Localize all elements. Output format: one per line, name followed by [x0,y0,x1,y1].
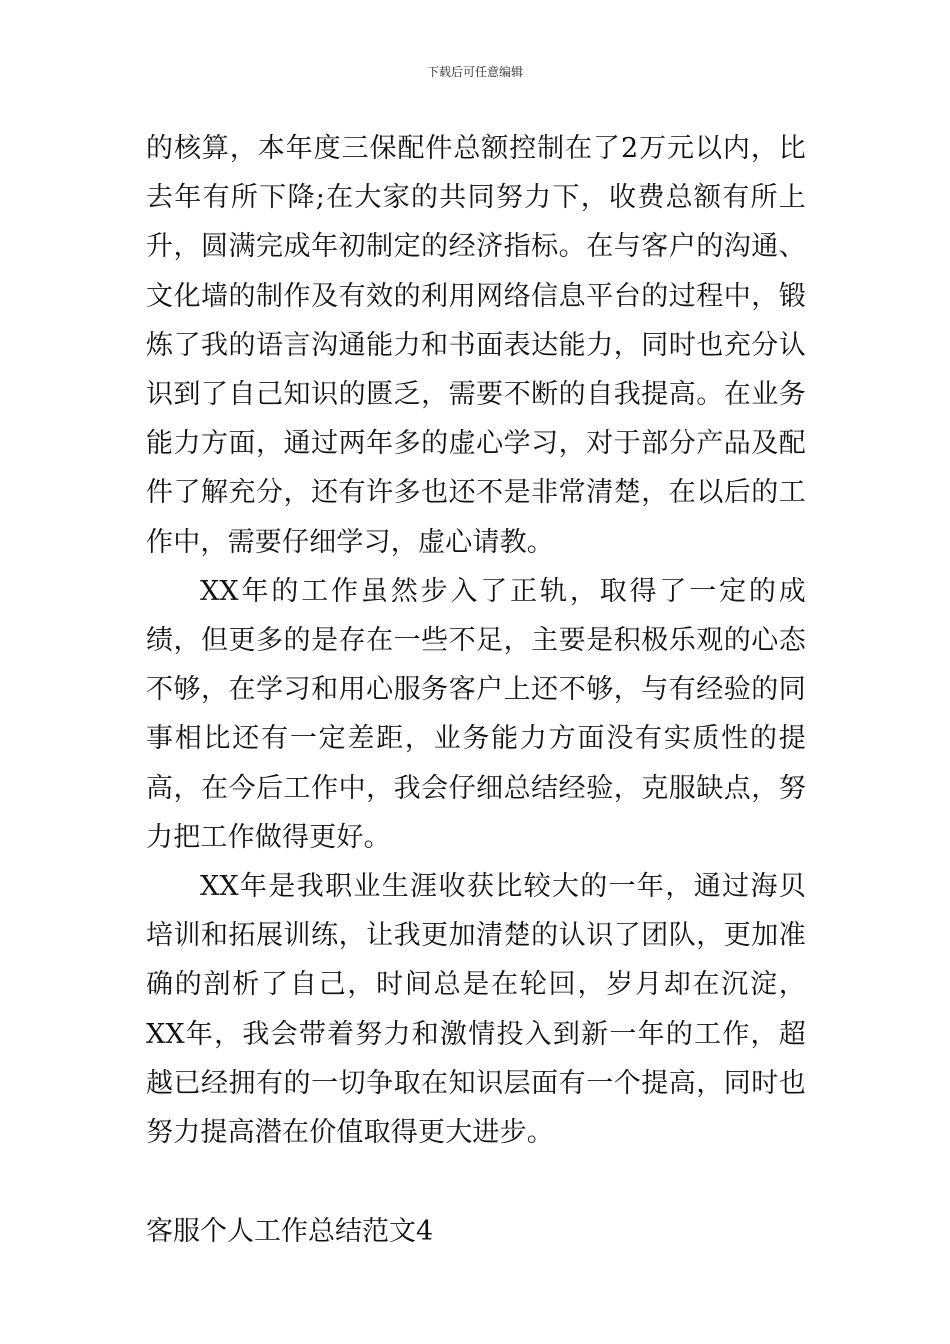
document-body [146,124,806,1256]
page-header-note: 下载后可任意编辑 [426,65,523,79]
paragraph-continuation: 的核算，本年度三保配件总额控制在了2万元以内，比去年有所下降;在大家的共同努力下，收费总额有所上升，圆满完成年初制定的经济指标。在与客户的沟通、文化墙的制作及有效的利用网络信息平台的过程中，锻炼了我的语言沟通能力和书面表达能力，同时也充分认识到了自己知识的匮乏，需要不断的自我提高。在业务能力方面，通过两年多的虚心学习，对于部分产品及配件了解充分，还有许多也还不是非常清楚，在以后的工作中，需要仔细学习，虚心请教。 [146,133,806,558]
paragraph-outlook: XX年是我职业生涯收获比较大的一年，通过海贝培训和拓展训练，让我更加清楚的认识了团队，更加准确的剖析了自己，时间总是在轮回，岁月却在沉淀，XX年，我会带着努力和激情投入到新一年的工作，超越已经拥有的一切争取在知识层面有一个提高，同时也努力提高潜在价值取得更大进步。 [146,871,806,1149]
paragraph-shortcomings: XX年的工作虽然步入了正轨，取得了一定的成绩，但更多的是存在一些不足，主要是积极乐观的心态不够，在学习和用心服务客户上还不够，与有经验的同事相比还有一定差距，业务能力方面没有实质性的提高，在今后工作中，我会仔细总结经验，克服缺点，努力把工作做得更好。 [146,575,806,853]
section-heading: 客服个人工作总结范文4 [146,1216,434,1248]
